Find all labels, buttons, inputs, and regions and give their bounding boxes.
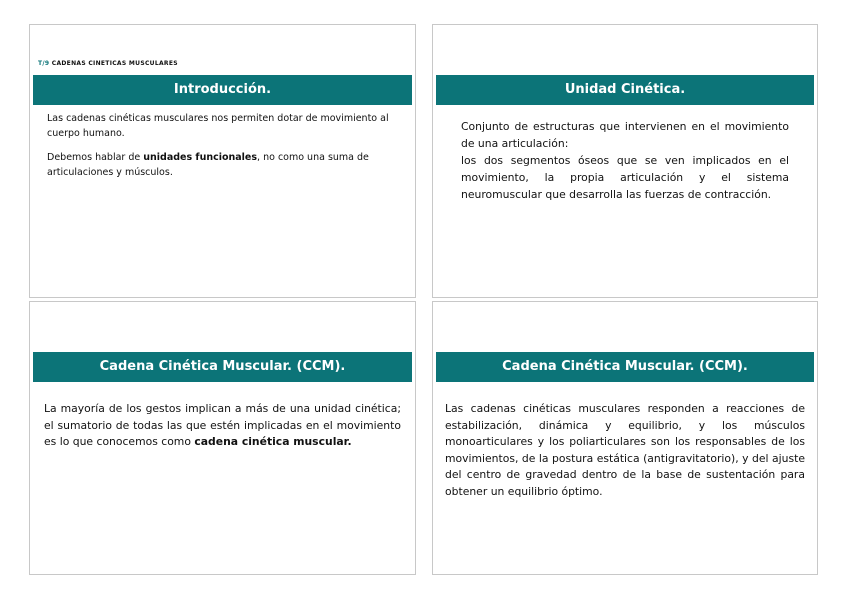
paragraph: Las cadenas cinéticas musculares nos permiten dotar de movimiento al cuerpo humano. bbox=[47, 113, 389, 139]
paragraph: los dos segmentos óseos que se ven implicados en el movimiento, la propia articulación y el sistema neuromuscular que desarrolla las fuerzas de contracción. bbox=[461, 154, 789, 201]
slide-body bbox=[47, 112, 401, 190]
bold-term: cadena cinética muscular. bbox=[194, 435, 352, 448]
slide-body bbox=[445, 401, 805, 500]
slide-title: Unidad Cinética. bbox=[436, 75, 814, 105]
course-header bbox=[38, 60, 178, 67]
slide-body bbox=[44, 401, 401, 451]
text-run: La mayoría de los gestos implican a más de una unidad cinética; el sumatorio de todas las que estén implicadas en el movimiento es lo que conocemos como bbox=[44, 402, 401, 448]
text-run: Debemos hablar de bbox=[47, 152, 144, 163]
paragraph: Las cadenas cinéticas musculares responden a reacciones de estabilización, dinámica y equilibrio, y los músculos monoarticulares y los poliarticulares son los responsables de los movimientos, de la postura estática (antigravitatorio), y del ajuste del centro de gravedad dentro de la base de sustentación para obtener un equilibrio óptimo. bbox=[445, 402, 805, 498]
course-badge: T/9 bbox=[38, 60, 50, 67]
slide-title: Cadena Cinética Muscular. (CCM). bbox=[436, 352, 814, 382]
slide-introduccion bbox=[29, 24, 416, 298]
paragraph: Conjunto de estructuras que intervienen en el movimiento de una articulación: bbox=[461, 120, 789, 150]
bold-term: unidades funcionales bbox=[143, 152, 258, 163]
course-label: CADENAS CINETICAS MUSCULARES bbox=[51, 60, 178, 67]
paragraph bbox=[44, 401, 401, 451]
slide-unidad-cinetica bbox=[432, 24, 818, 298]
slide-ccm-1 bbox=[29, 301, 416, 575]
slide-body bbox=[461, 118, 789, 203]
paragraph bbox=[47, 151, 401, 180]
slide-ccm-2 bbox=[432, 301, 818, 575]
text-run: , no como una suma de articulaciones y músculos. bbox=[47, 152, 369, 178]
slide-title: Cadena Cinética Muscular. (CCM). bbox=[33, 352, 412, 382]
slide-title: Introducción. bbox=[33, 75, 412, 105]
